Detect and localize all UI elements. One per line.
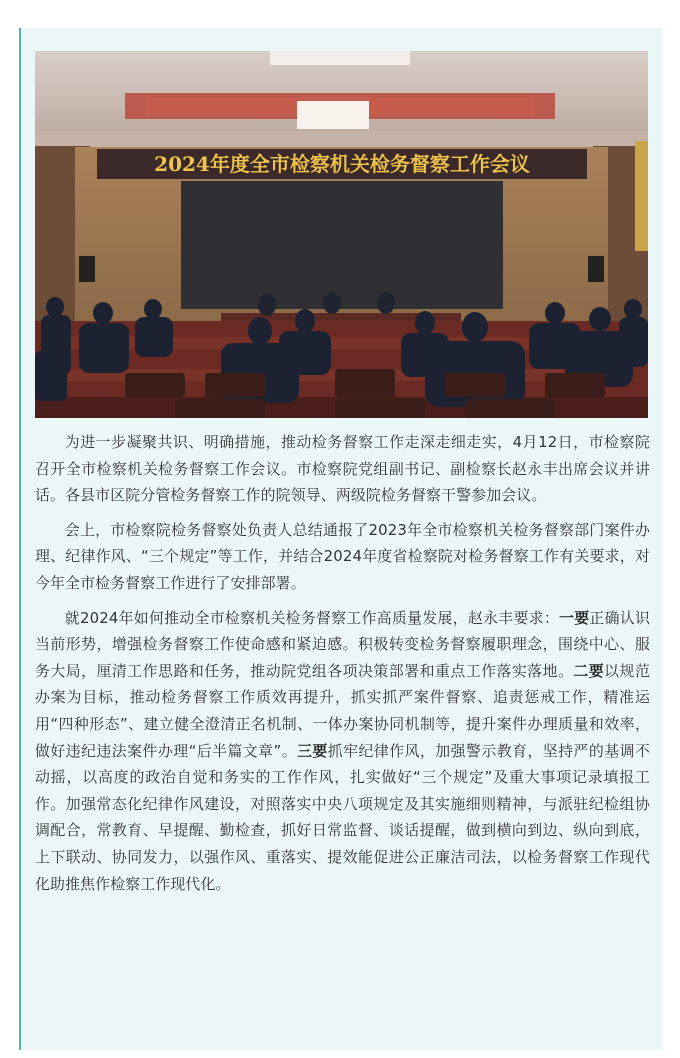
keyword-3: 三要 xyxy=(297,741,328,760)
meeting-photo xyxy=(35,51,648,418)
paragraph-3-point-3: 抓牢纪律作风，加强警示教育，坚持严的基调不动摇，以高度的政治自觉和务实的工作作风，扎实做好“三个规定”及重大事项记录填报工作。加强常态化纪律作风建设，对照落实中央八项规定及其实施细则精神，与派驻纪检组协调配合，常教育、早提醒、勤检查，抓好日常监督、谈话提醒，做到横向到边、纵向到底，上下联动、协同发力，以强作风、重落实、提效能促进公正廉洁司法，以检务督察工作现代化助推焦作检察工作现代化。 xyxy=(35,741,650,893)
paragraph-2: 会上，市检察院检务督察处负责人总结通报了2023年全市检察机关检务督察部门案件办理、纪律作风、“三个规定”等工作，并结合2024年度省检察院对检务督察工作有关要求，对今年全市检务督察工作进行了安排部署。 xyxy=(35,520,650,592)
paragraph-3-intro: 就2024年如何推动全市检察机关检务督察工作高质量发展，赵永丰要求： xyxy=(64,608,560,627)
meeting-photo-illustration xyxy=(35,51,648,418)
paragraph-3 xyxy=(35,605,650,898)
article-body xyxy=(35,429,650,905)
paragraph-3-point-1: 正确认识当前形势，增强检务督察工作使命感和紧迫感。积极转变检务督察履职理念，围绕中心、服务大局，厘清工作思路和任务，推动院党组各项决策部署和重点工作落实落地。 xyxy=(35,608,650,680)
keyword-1: 一要 xyxy=(559,608,590,627)
banner-text: 2024年度全市检察机关检务督察工作会议 xyxy=(154,152,530,176)
keyword-2: 二要 xyxy=(573,661,605,680)
paragraph-3-point-2: 以规范办案为目标，推动检务督察工作质效再提升，抓实抓严案件督察、追责惩戒工作，精准运用“四种形态”、建立健全澄清正名机制、一体办案协同机制等，提升案件办理质量和效率，做好违纪违法案件办理“后半篇文章”。 xyxy=(35,661,650,760)
paragraph-1: 为进一步凝聚共识、明确措施，推动检务督察工作走深走细走实，4月12日，市检察院召开全市检察机关检务督察工作会议。市检察院党组副书记、副检察长赵永丰出席会议并讲话。各县市区院分管检务督察工作的院领导、两级院检务督察干警参加会议。 xyxy=(35,433,650,505)
